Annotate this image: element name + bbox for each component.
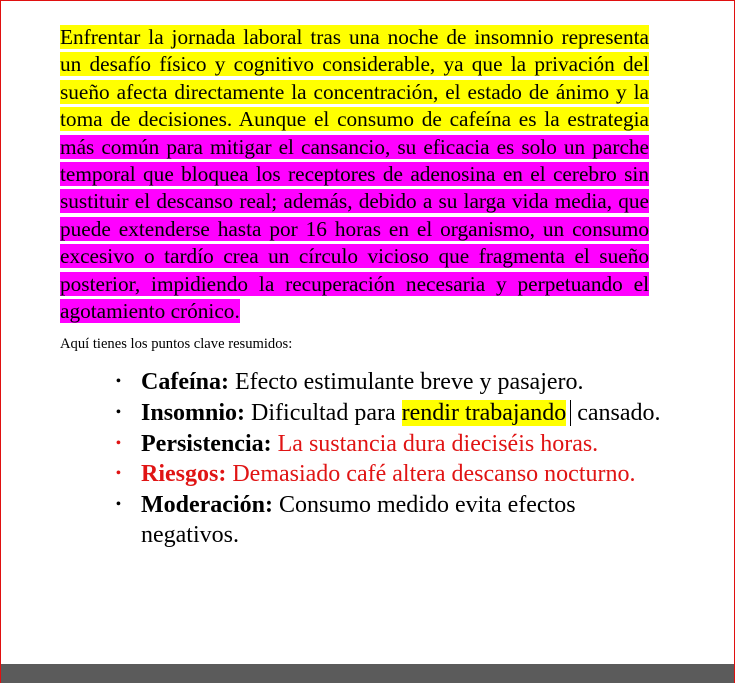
bullet-icon: •: [116, 374, 121, 390]
item-text: Dificultad para: [251, 400, 396, 427]
bullet-icon: •: [116, 466, 121, 482]
list-item-persistencia: [116, 429, 661, 460]
list-item-insomnio: [116, 398, 661, 429]
item-label: Insomnio:: [141, 400, 246, 427]
text-cursor: [570, 400, 571, 426]
item-text-continued: cansado.: [577, 400, 661, 427]
item-text: Efecto estimulante breve y pasajero.: [234, 369, 584, 396]
main-paragraph[interactable]: [60, 24, 649, 325]
key-points-list: [60, 367, 661, 551]
list-item-moderacion: [116, 490, 661, 551]
bullet-icon: •: [116, 435, 121, 451]
list-item-cafeina: [116, 367, 661, 398]
item-label: Moderación:: [141, 491, 273, 518]
item-text: Demasiado café altera descanso nocturno.: [232, 461, 636, 488]
highlighted-text-magenta: más común para mitigar el cansancio, su eficacia es solo un parche temporal que bloquea los receptores de adenosina en el cerebro sin sustituir el descanso real; además, debido a su larga vida media, que puede extenderse hasta por 16 horas en el organismo, un consumo excesivo o tardío crea un círculo vicioso que fragmenta el sueño posterior, impidiendo la recuperación necesaria y perpetuando el agotamiento crónico.: [60, 134, 649, 324]
item-text: La sustancia dura dieciséis horas.: [277, 430, 599, 457]
highlighted-text-yellow: rendir trabajando: [401, 400, 567, 427]
bullet-icon: •: [116, 496, 121, 512]
bullet-icon: •: [116, 405, 121, 421]
document-body[interactable]: [60, 24, 661, 551]
item-label: Persistencia:: [141, 430, 272, 457]
bottom-status-bar: [1, 664, 734, 683]
item-label: Cafeína:: [141, 369, 229, 396]
intro-line: Aquí tienes los puntos clave resumidos:: [60, 336, 293, 353]
item-text: Consumo medido evita efectos negativos.: [141, 491, 576, 549]
highlighted-text-yellow: Enfrentar la jornada laboral tras una noche de insomnio representa un desafío físico y cognitivo considerable, ya que la privación del sueño afecta directamente la concentración, el estado de ánimo y la toma de decisiones. Aunque el consumo de cafeína es la estrategia: [60, 25, 649, 132]
list-item-riesgos: [116, 459, 661, 490]
item-label: Riesgos:: [141, 461, 227, 488]
